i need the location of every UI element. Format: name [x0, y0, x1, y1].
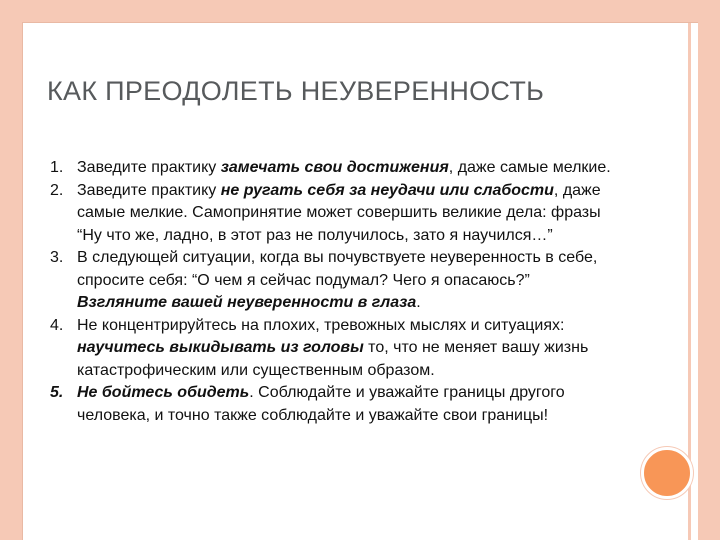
list-item — [50, 382, 620, 427]
list-item-text: , даже самые мелкие. Самопринятие может совершить великие дела: фразы “Ну что же, ладно, в этот раз не получилось, зато я научился…” — [77, 181, 601, 244]
list-item — [50, 157, 620, 180]
list-item-number: 2. — [50, 181, 64, 199]
slide-inner-line-left — [22, 22, 23, 540]
list-item-text: Заведите практику — [77, 159, 221, 176]
list-item-number: 4. — [50, 316, 64, 334]
list-item-text: Заведите практику — [77, 181, 221, 199]
list-item-text: . Соблюдайте и уважайте границы другого человека, и точно также соблюдайте и уважайте свои границы! — [77, 384, 565, 424]
list-item-text: В следующей ситуации, когда вы почувствуете неуверенность в себе, спросите себя: “О чем я сейчас подумал? Чего я опасаюсь?” — [77, 249, 598, 289]
slide-border-right — [698, 0, 720, 540]
list-item-text: . — [416, 294, 421, 311]
list-item-highlight: Не бойтесь обидеть — [77, 384, 250, 401]
list-item-highlight: замечать свои достижения — [220, 159, 449, 176]
list-item-number: 1. — [50, 159, 64, 176]
slide-border-left — [0, 0, 22, 540]
list-item — [50, 247, 620, 315]
slide-inner-line-top — [22, 22, 698, 23]
list-item — [50, 180, 620, 248]
list-item-text: , даже самые мелкие. — [448, 159, 611, 176]
advice-list — [50, 157, 620, 427]
list-item — [50, 315, 620, 383]
list-item-highlight: научитесь выкидывать из головы — [77, 339, 364, 356]
list-item-number: 3. — [50, 249, 64, 266]
decorative-circle — [641, 447, 693, 499]
slide-border-top — [0, 0, 720, 22]
list-item-highlight: не ругать себя за неудачи или слабости — [220, 181, 554, 199]
list-item-text: то, что не меняет вашу жизнь катастрофическим или существенным образом. — [77, 339, 589, 379]
list-item-text: Не концентрируйтесь на плохих, тревожных мыслях и ситуациях: — [77, 316, 565, 334]
slide-title: КАК ПРЕОДОЛЕТЬ НЕУВЕРЕННОСТЬ — [47, 76, 545, 106]
list-item-highlight: Взгляните вашей неуверенности в глаза — [77, 294, 417, 311]
list-item-number: 5. — [50, 384, 64, 401]
